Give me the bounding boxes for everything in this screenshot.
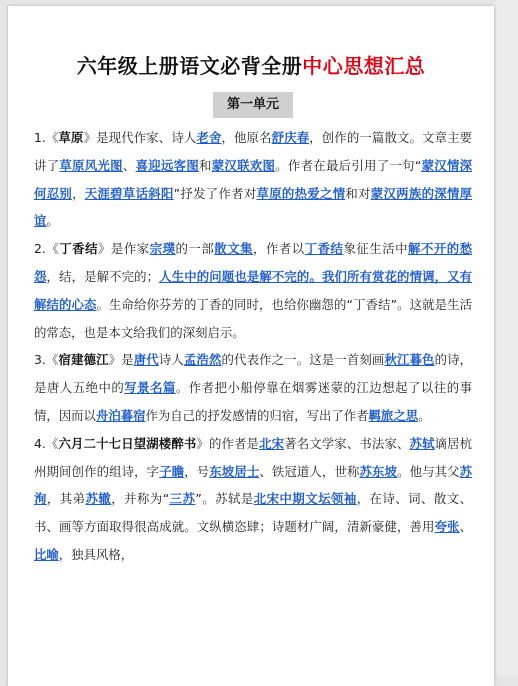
body-text: 的诗，是唐人五绝中的 (34, 352, 473, 396)
keyword-highlight: 解不开的愁怨 (34, 241, 473, 284)
body-text: 。生命给你芬芳的丁香的同时，也给你幽怨的“丁香结”。这就是生活的常态，也是本文给我们的深刻启示。 (34, 296, 473, 340)
body-text: 。 (46, 213, 59, 229)
paragraph (34, 235, 472, 346)
keyword-highlight: 草原的热爱之情 (256, 185, 346, 201)
keyword-highlight: 比喻 (34, 546, 59, 562)
body-text: ， (72, 185, 85, 201)
keyword-highlight: 写景名篇 (124, 380, 176, 396)
title-main: 六年级上册语文必背全册 (76, 54, 303, 78)
body-text: 1.《 (34, 130, 59, 145)
paragraph (34, 124, 472, 235)
work-title: 丁香结 (59, 241, 99, 257)
body-text: 的代表作之一。这是一首刻画 (221, 352, 385, 368)
body-text: ，其弟 (46, 491, 86, 507)
title-highlight: 中心思想汇总 (302, 54, 426, 78)
body-text: 》是 (108, 352, 134, 368)
body-text: 。他与其父 (397, 463, 460, 479)
keyword-highlight: 羁旅之思 (368, 407, 419, 423)
keyword-highlight: 秋江暮色 (384, 352, 435, 368)
body-text: ，号 (184, 463, 210, 479)
body-text: 和 (199, 157, 212, 173)
keyword-highlight: 子瞻 (159, 463, 185, 479)
body-text: ，在诗、词、散文、书、画等方面取得很高成就。文纵横恣肆；诗题材广阔，清新豪健，善用 (34, 491, 473, 535)
document-page (8, 6, 494, 686)
keyword-highlight: 蒙汉联欢图 (211, 157, 276, 173)
body-text: 、 (459, 519, 473, 535)
keyword-highlight: 人生中的问题也是解不完的。我们所有赏花的情调，又有解结的心态 (34, 268, 473, 312)
page-title (8, 50, 494, 79)
keyword-highlight: 苏辙 (85, 491, 112, 507)
paragraph (34, 346, 472, 429)
body-text: 3.《 (34, 352, 59, 368)
paragraph (34, 430, 472, 569)
keyword-highlight: 苏洵 (34, 463, 473, 507)
keyword-highlight: 孟浩然 (183, 352, 222, 368)
body-text: 著名文学家、书法家、 (284, 435, 410, 451)
keyword-highlight: 苏东坡 (359, 463, 398, 479)
body-text: 作为自己的抒发感情的归宿，写出了作者 (145, 407, 369, 423)
keyword-highlight: 喜迎远客图 (135, 157, 200, 173)
body-text: 》是现代作家、诗人 (83, 130, 197, 145)
body-text: 、 (122, 157, 136, 173)
keyword-highlight: 草原风光图 (59, 157, 123, 173)
body-text: ”抒发了作者对 (173, 185, 257, 201)
body-text: 谪居杭州期间创作的组诗，字 (34, 435, 473, 479)
body-text: 的一部 (175, 241, 215, 257)
body-text: 4.《 (34, 435, 59, 451)
body-text: 、铁冠道人，世称 (259, 463, 360, 479)
document-body (34, 124, 472, 569)
keyword-highlight: 东坡居士 (209, 463, 260, 479)
body-text: ，创作的一篇散文。文章主要讲了 (34, 130, 473, 173)
keyword-highlight: 蒙汉两族的深情厚谊 (34, 185, 473, 229)
work-title: 宿建德江 (58, 352, 109, 368)
keyword-highlight: 舒庆春 (271, 130, 310, 145)
body-text: ，结，是解不完的； (46, 268, 160, 284)
body-text: 。 (418, 407, 431, 423)
work-title: 六月二十七日望湖楼醉书 (58, 435, 197, 451)
body-text: ，他原名 (221, 130, 272, 145)
keyword-highlight: 北宋 (259, 435, 285, 451)
body-text: ，独具风格， (58, 546, 134, 562)
unit-heading: 第一单元 (213, 92, 293, 118)
body-text: 诗人 (158, 352, 184, 368)
body-text: ，并称为“ (111, 491, 170, 507)
keyword-highlight: 散文集 (214, 241, 254, 257)
body-text: ”。苏轼是 (195, 491, 254, 507)
keyword-highlight: 丁香结 (304, 241, 344, 257)
keyword-highlight: 舟泊暮宿 (95, 407, 146, 423)
keyword-highlight: 宗璞 (149, 241, 176, 257)
body-text: ，作者以 (253, 241, 305, 257)
keyword-highlight: 三苏 (169, 491, 196, 507)
body-text: 和对 (345, 185, 371, 201)
keyword-highlight: 苏轼 (409, 435, 435, 451)
body-text: 象征生活中 (343, 241, 409, 257)
keyword-highlight: 北宋中期文坛领袖 (253, 491, 357, 507)
body-text: 。作者在最后引用了一句“ (275, 157, 422, 173)
keyword-highlight: 天涯碧草话斜阳 (84, 185, 174, 201)
work-title: 草原 (58, 130, 84, 145)
keyword-highlight: 夸张 (434, 519, 460, 535)
body-text: 。作者把小船停靠在烟雾迷蒙的江边想起了以往的事情，因而以 (34, 380, 473, 423)
body-text: 2.《 (34, 241, 60, 257)
body-text: 》是作家 (98, 241, 150, 257)
body-text: 》的作者是 (196, 435, 260, 451)
viewer-background-strip (496, 0, 518, 675)
keyword-highlight: 蒙汉情深何忍别 (34, 157, 473, 201)
keyword-highlight: 唐代 (133, 352, 159, 368)
keyword-highlight: 老舍 (196, 130, 222, 145)
